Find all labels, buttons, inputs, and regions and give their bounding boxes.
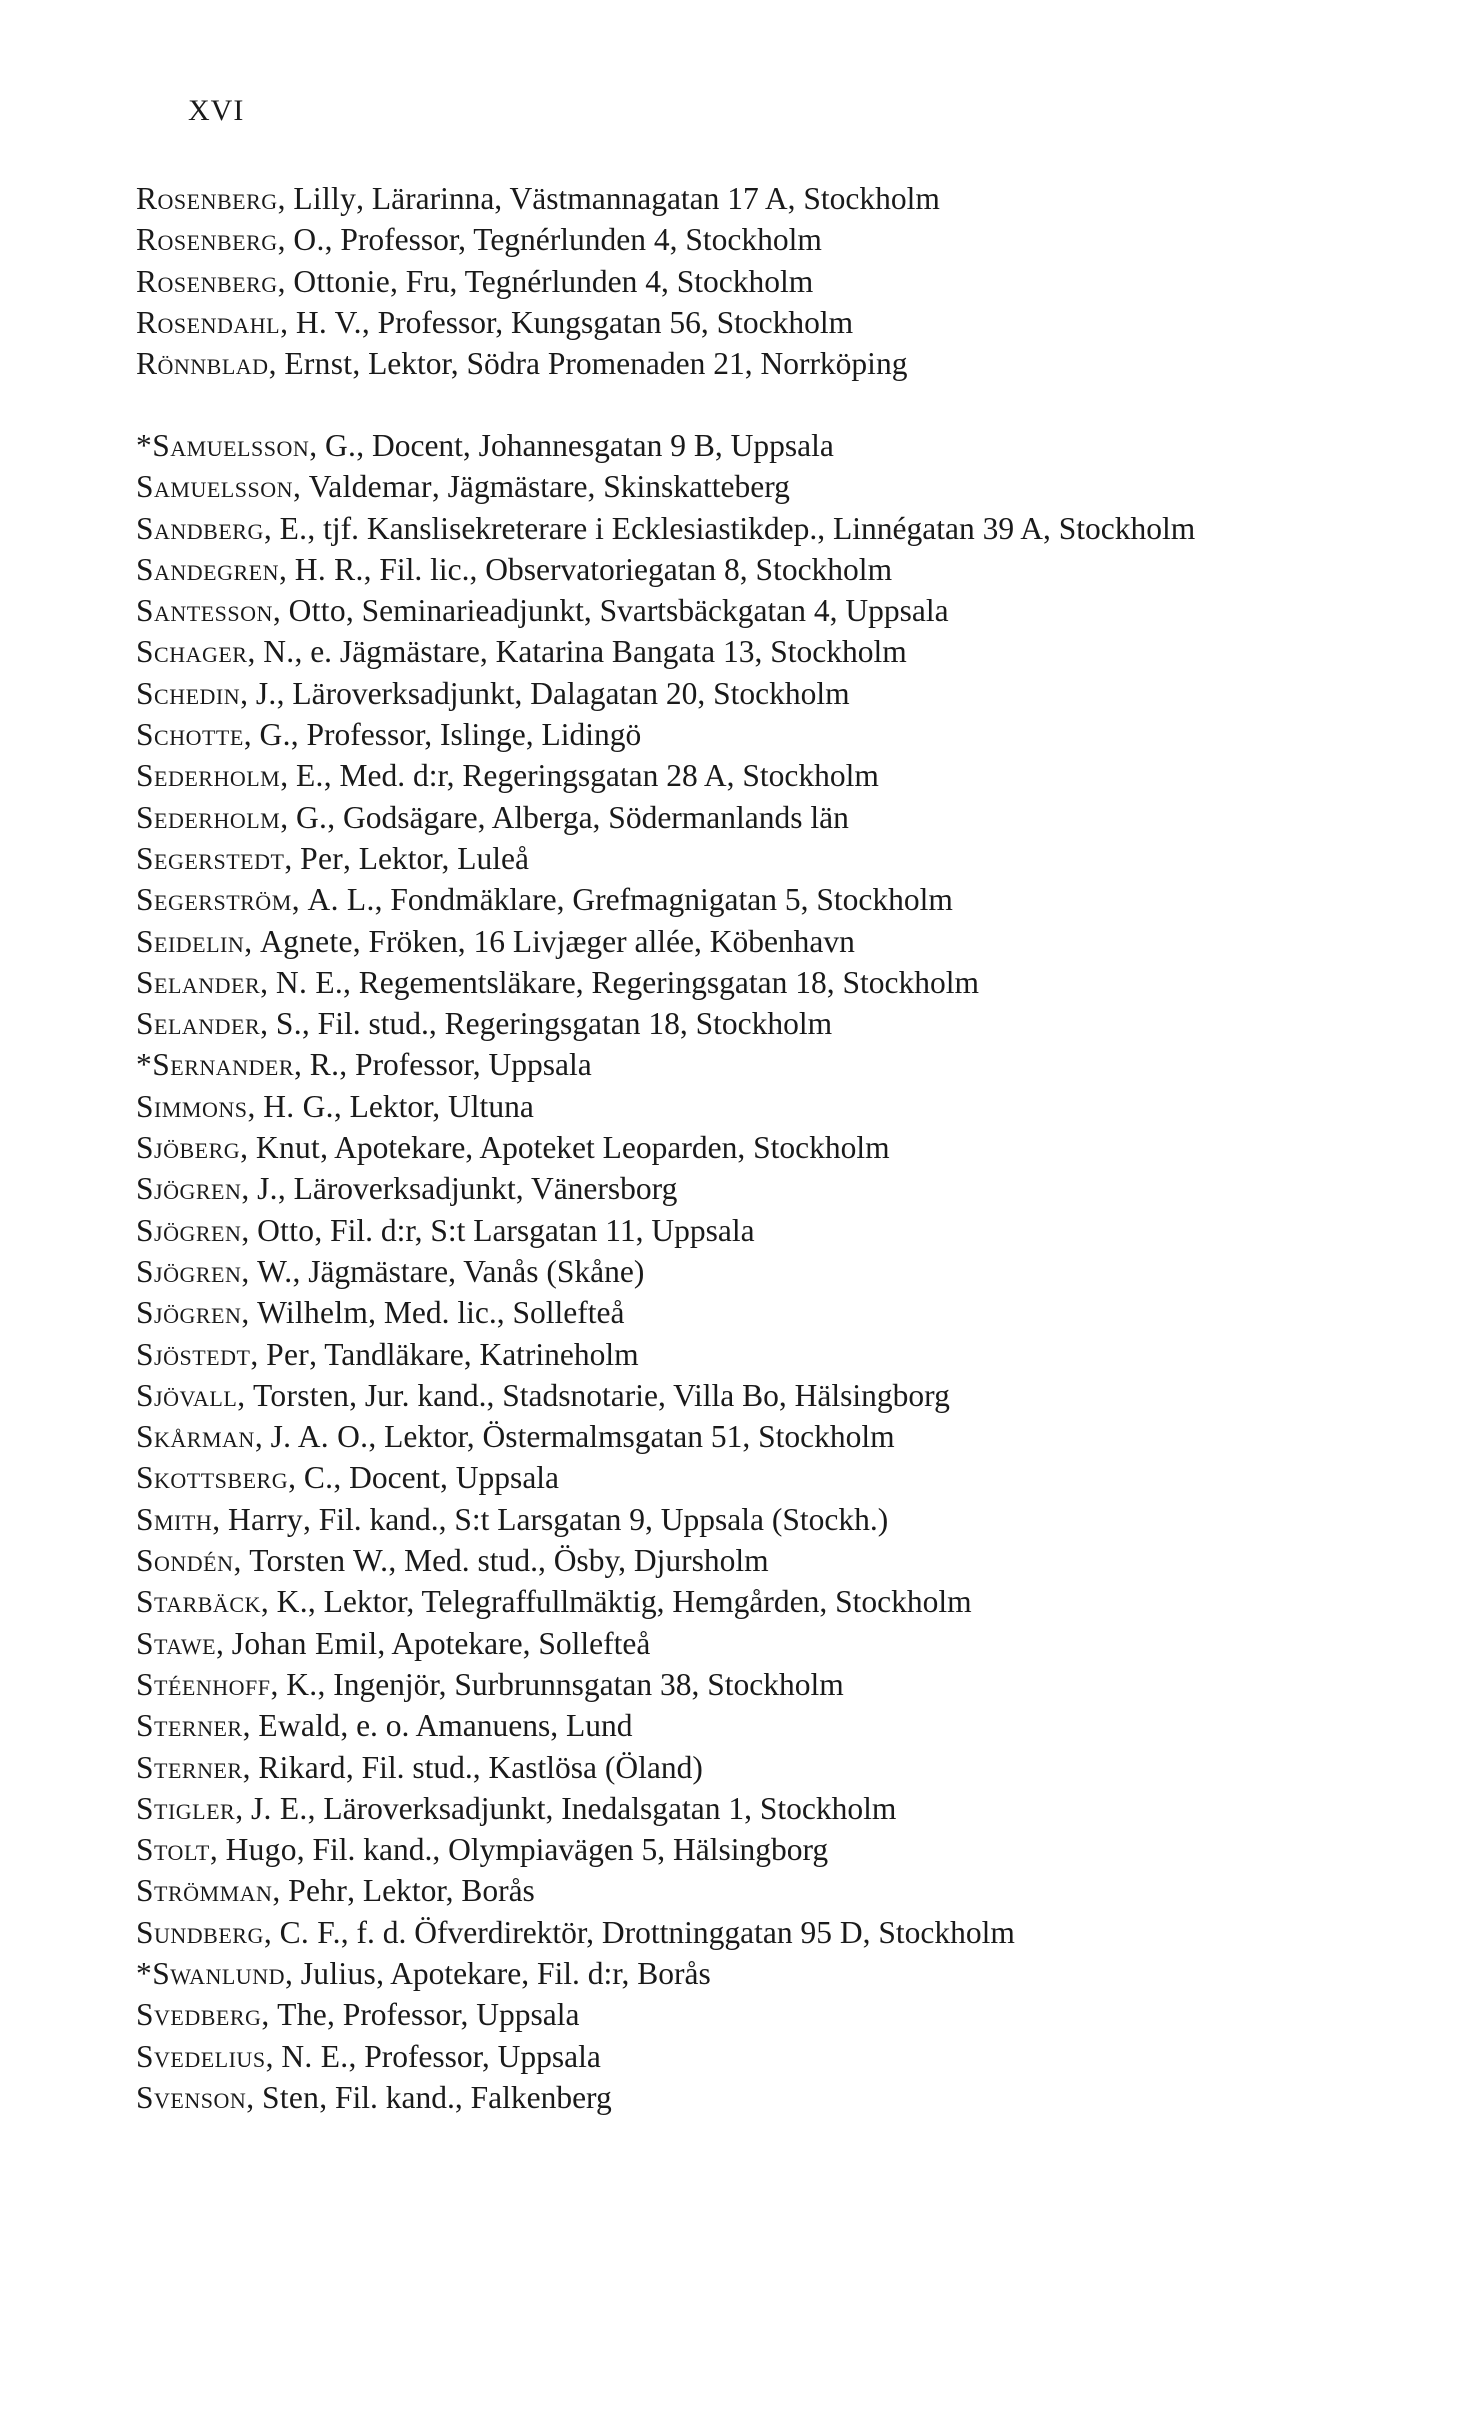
- member-entry: Sjövall, Torsten, Jur. kand., Stadsnotarie, Villa Bo, Hälsingborg: [136, 1377, 950, 1413]
- member-surname: Sederholm: [136, 799, 281, 835]
- member-given-name: K.: [276, 1584, 308, 1620]
- member-entry: Sterner, Ewald, e. o. Amanuens, Lund: [136, 1708, 633, 1744]
- member-surname: Svedelius: [136, 2038, 266, 2074]
- member-details: , Professor, Islinge, Lidingö: [290, 717, 642, 753]
- member-given-name: Julius: [300, 1955, 377, 1991]
- member-surname: Sjögren: [136, 1253, 242, 1289]
- member-surname: Rönnblad: [136, 346, 269, 382]
- member-entry: Selander, S., Fil. stud., Regeringsgatan 18, Stockholm: [136, 1006, 833, 1042]
- member-surname: Rosenberg: [136, 263, 278, 299]
- page-number: XVI: [188, 94, 245, 127]
- member-surname: Starbäck: [136, 1584, 261, 1620]
- member-given-name: N. E.: [275, 964, 344, 1000]
- member-entry: Rosenberg, O., Professor, Tegnérlunden 4, Stockholm: [136, 222, 822, 258]
- member-details: , Fil. kand., S:t Larsgatan 9, Uppsala (Stockh.): [302, 1501, 889, 1537]
- member-given-name: Torsten W.: [249, 1543, 389, 1579]
- member-surname: Sederholm: [136, 758, 281, 794]
- member-surname: Stolt: [136, 1832, 210, 1868]
- member-entry: *Samuelsson, G., Docent, Johannesgatan 9 B, Uppsala: [136, 428, 834, 463]
- member-entry: Rönnblad, Ernst, Lektor, Södra Promenaden 21, Norrköping: [136, 346, 908, 382]
- member-surname: Sjögren: [136, 1212, 242, 1248]
- member-entry: Selander, N. E., Regementsläkare, Regeringsgatan 18, Stockholm: [136, 964, 980, 1000]
- member-details: , tjf. Kanslisekreterare i Ecklesiastikdep., Linnégatan 39 A, Stockholm: [307, 510, 1196, 546]
- member-surname: Schedin: [136, 675, 241, 711]
- member-surname: Rosendahl: [136, 304, 281, 340]
- member-given-name: J.: [257, 1171, 278, 1207]
- member-given-name: G.: [295, 799, 328, 835]
- member-given-name: Per: [300, 840, 344, 876]
- member-surname: Sterner: [136, 1708, 243, 1744]
- member-given-name: A. L.: [307, 882, 375, 918]
- member-details: , Docent, Uppsala: [333, 1460, 560, 1496]
- member-given-name: R.: [309, 1047, 340, 1083]
- member-entry: Stigler, J. E., Läroverksadjunkt, Inedalsgatan 1, Stockholm: [136, 1790, 897, 1826]
- member-surname: *Sernander: [136, 1047, 295, 1083]
- member-given-name: G.: [324, 428, 357, 463]
- member-details: , Lektor, Borås: [347, 1873, 535, 1909]
- member-entry: Skottsberg, C., Docent, Uppsala: [136, 1460, 560, 1496]
- member-surname: Selander: [136, 964, 261, 1000]
- member-surname: Stéenhoff: [136, 1666, 271, 1702]
- member-entry: Seidelin, Agnete, Fröken, 16 Livjæger allée, Köbenhavn: [136, 923, 855, 959]
- member-given-name: N. E.: [281, 2038, 349, 2074]
- member-entry: Sjöstedt, Per, Tandläkare, Katrineholm: [136, 1336, 639, 1372]
- member-surname: Sjöberg: [136, 1130, 241, 1166]
- member-entry: Svedelius, N. E., Professor, Uppsala: [136, 2038, 601, 2074]
- member-given-name: K.: [286, 1666, 318, 1702]
- member-surname: Samuelsson: [136, 469, 293, 505]
- member-entry: Sandberg, E., tjf. Kanslisekreterare i Ecklesiastikdep., Linnégatan 39 A, Stockholm: [136, 510, 1196, 546]
- member-surname: Svenson: [136, 2079, 247, 2115]
- member-details: , Regementsläkare, Regeringsgatan 18, Stockholm: [343, 964, 980, 1000]
- member-details: , Med. stud., Ösby, Djursholm: [388, 1543, 769, 1579]
- member-details: , Seminarieadjunkt, Svartsbäckgatan 4, Uppsala: [345, 593, 949, 629]
- member-given-name: Hugo: [225, 1832, 297, 1868]
- member-entry: Samuelsson, Valdemar, Jägmästare, Skinskatteberg: [136, 469, 790, 505]
- member-entry: Sederholm, E., Med. d:r, Regeringsgatan 28 A, Stockholm: [136, 758, 879, 794]
- member-given-name: W.: [257, 1253, 293, 1289]
- member-surname: Skottsberg: [136, 1460, 289, 1496]
- member-given-name: Agnete: [260, 923, 353, 959]
- member-details: , Docent, Johannesgatan 9 B, Uppsala: [356, 428, 834, 463]
- member-details: , Med. lic., Sollefteå: [368, 1295, 625, 1331]
- member-details: , Lektor, Östermalmsgatan 51, Stockholm: [368, 1419, 895, 1455]
- member-details: , Professor, Uppsala: [339, 1047, 592, 1083]
- member-details: , Tandläkare, Katrineholm: [309, 1336, 639, 1372]
- member-entry: Strömman, Pehr, Lektor, Borås: [136, 1873, 535, 1909]
- member-details: , Fondmäklare, Grefmagnigatan 5, Stockholm: [374, 882, 953, 918]
- member-entry: Sterner, Rikard, Fil. stud., Kastlösa (Öland): [136, 1749, 703, 1785]
- member-given-name: Lilly: [293, 181, 357, 216]
- member-given-name: N.: [263, 634, 295, 670]
- member-details: , Lektor, Ultuna: [333, 1088, 534, 1124]
- member-surname: Schager: [136, 634, 248, 670]
- member-entry: Sjögren, Otto, Fil. d:r, S:t Larsgatan 11, Uppsala: [136, 1212, 755, 1248]
- member-surname: Rosenberg: [136, 181, 278, 216]
- member-entry: Stéenhoff, K., Ingenjör, Surbrunnsgatan 38, Stockholm: [136, 1666, 844, 1702]
- member-surname: Santesson: [136, 593, 273, 629]
- member-entry: Rosendahl, H. V., Professor, Kungsgatan 56, Stockholm: [136, 304, 854, 340]
- member-details: , Apotekare, Sollefteå: [377, 1625, 651, 1661]
- member-details: , Fil. kand., Falkenberg: [319, 2079, 612, 2115]
- member-details: , Fil. stud., Regeringsgatan 18, Stockholm: [301, 1006, 833, 1042]
- member-entry: Simmons, H. G., Lektor, Ultuna: [136, 1088, 534, 1124]
- member-entry: Sundberg, C. F., f. d. Öfverdirektör, Drottninggatan 95 D, Stockholm: [136, 1914, 1015, 1950]
- member-entry: Sjögren, J., Läroverksadjunkt, Vänersborg: [136, 1171, 678, 1207]
- member-details: , Ingenjör, Surbrunnsgatan 38, Stockholm: [317, 1666, 844, 1702]
- member-details: , Jägmästare, Skinskatteberg: [431, 469, 790, 505]
- member-details: , Fil. stud., Kastlösa (Öland): [345, 1749, 703, 1785]
- member-entry: Stawe, Johan Emil, Apotekare, Sollefteå: [136, 1625, 651, 1661]
- member-details: , Lärarinna, Västmannagatan 17 A, Stockholm: [356, 181, 940, 216]
- member-entry: *Sernander, R., Professor, Uppsala: [136, 1047, 592, 1083]
- member-details: , Jur. kand., Stadsnotarie, Villa Bo, Hälsingborg: [349, 1377, 950, 1413]
- member-details: , e. o. Amanuens, Lund: [340, 1708, 633, 1744]
- member-details: , Fru, Tegnérlunden 4, Stockholm: [389, 263, 814, 299]
- member-surname: Sondén: [136, 1543, 234, 1579]
- member-entry: Sjöberg, Knut, Apotekare, Apoteket Leoparden, Stockholm: [136, 1130, 890, 1166]
- member-surname: Smith: [136, 1501, 213, 1537]
- member-details: , Med. d:r, Regeringsgatan 28 A, Stockholm: [323, 758, 879, 794]
- member-entry: Schedin, J., Läroverksadjunkt, Dalagatan 20, Stockholm: [136, 675, 850, 711]
- member-given-name: Ernst: [284, 346, 353, 382]
- member-given-name: H. G.: [263, 1088, 334, 1124]
- member-entry: Smith, Harry, Fil. kand., S:t Larsgatan 9, Uppsala (Stockh.): [136, 1501, 889, 1537]
- member-surname: Segerström: [136, 882, 292, 918]
- member-given-name: E.: [279, 510, 308, 546]
- member-details: , Professor, Kungsgatan 56, Stockholm: [361, 304, 854, 340]
- member-given-name: Valdemar: [308, 469, 432, 505]
- member-details: , Apotekare, Fil. d:r, Borås: [376, 1955, 711, 1991]
- member-entry: Santesson, Otto, Seminarieadjunkt, Svartsbäckgatan 4, Uppsala: [136, 593, 949, 629]
- member-given-name: Torsten: [253, 1377, 350, 1413]
- member-entry: Schotte, G., Professor, Islinge, Lidingö: [136, 717, 642, 753]
- member-entry: Starbäck, K., Lektor, Telegraffullmäktig, Hemgården, Stockholm: [136, 1584, 972, 1620]
- member-surname: Seidelin: [136, 923, 245, 959]
- member-entry: Rosenberg, Ottonie, Fru, Tegnérlunden 4, Stockholm: [136, 263, 814, 299]
- member-entry: Skårman, J. A. O., Lektor, Östermalmsgatan 51, Stockholm: [136, 1419, 895, 1455]
- member-surname: Sjögren: [136, 1295, 242, 1331]
- member-details: , f. d. Öfverdirektör, Drottninggatan 95 D, Stockholm: [340, 1914, 1015, 1950]
- member-surname: Sjövall: [136, 1377, 238, 1413]
- member-given-name: H. V.: [295, 304, 362, 340]
- member-surname: Sjögren: [136, 1171, 242, 1207]
- member-surname: Simmons: [136, 1088, 248, 1124]
- member-surname: Schotte: [136, 717, 244, 753]
- member-entry: Sondén, Torsten W., Med. stud., Ösby, Djursholm: [136, 1543, 769, 1579]
- member-entry: Segerström, A. L., Fondmäklare, Grefmagnigatan 5, Stockholm: [136, 882, 953, 918]
- member-details: , Lektor, Södra Promenaden 21, Norrköping: [352, 346, 908, 382]
- member-given-name: H. R.: [294, 551, 364, 587]
- member-entry: Sjögren, Wilhelm, Med. lic., Sollefteå: [136, 1295, 625, 1331]
- member-details: , Fil. d:r, S:t Larsgatan 11, Uppsala: [314, 1212, 755, 1248]
- member-details: , Lektor, Luleå: [343, 840, 529, 876]
- member-given-name: C. F.: [279, 1914, 341, 1950]
- member-surname: Svedberg: [136, 1997, 262, 2033]
- member-details: , Läroverksadjunkt, Inedalsgatan 1, Stockholm: [307, 1790, 897, 1826]
- member-surname: Sterner: [136, 1749, 243, 1785]
- member-given-name: Harry: [227, 1501, 303, 1537]
- member-given-name: Johan Emil: [231, 1625, 378, 1661]
- member-surname: *Samuelsson: [136, 428, 310, 463]
- member-entry: Stolt, Hugo, Fil. kand., Olympiavägen 5, Hälsingborg: [136, 1832, 829, 1868]
- member-details: , Godsägare, Alberga, Södermanlands län: [327, 799, 849, 835]
- member-details: , Professor, Uppsala: [348, 2038, 601, 2074]
- member-list-bottom: [136, 425, 1456, 2118]
- member-given-name: Wilhelm: [257, 1295, 369, 1331]
- member-details: , Apotekare, Apoteket Leoparden, Stockholm: [320, 1130, 890, 1166]
- member-given-name: Pehr: [288, 1873, 348, 1909]
- member-surname: Sjöstedt: [136, 1336, 251, 1372]
- member-details: , Läroverksadjunkt, Vänersborg: [277, 1171, 678, 1207]
- member-details: , Professor, Tegnérlunden 4, Stockholm: [324, 222, 822, 258]
- member-details: , Professor, Uppsala: [327, 1997, 580, 2033]
- member-list-top: [136, 178, 1456, 384]
- member-given-name: J. A. O.: [270, 1419, 369, 1455]
- member-details: , Lektor, Telegraffullmäktig, Hemgården, Stockholm: [307, 1584, 972, 1620]
- member-surname: Skårman: [136, 1419, 255, 1455]
- member-entry: Segerstedt, Per, Lektor, Luleå: [136, 840, 529, 876]
- member-given-name: Otto: [288, 593, 346, 629]
- member-details: , Fil. kand., Olympiavägen 5, Hälsingborg: [296, 1832, 829, 1868]
- member-given-name: Per: [266, 1336, 310, 1372]
- member-entry: Rosenberg, Lilly, Lärarinna, Västmannagatan 17 A, Stockholm: [136, 181, 940, 216]
- member-given-name: S.: [275, 1006, 302, 1042]
- member-given-name: Rikard: [258, 1749, 346, 1785]
- member-given-name: J. E.: [250, 1790, 308, 1826]
- member-given-name: Otto: [257, 1212, 315, 1248]
- member-surname: Stigler: [136, 1790, 236, 1826]
- member-surname: Selander: [136, 1006, 261, 1042]
- member-given-name: C.: [303, 1460, 334, 1496]
- member-details: , e. Jägmästare, Katarina Bangata 13, Stockholm: [294, 634, 907, 670]
- member-given-name: Ewald: [258, 1708, 341, 1744]
- member-surname: Strömman: [136, 1873, 273, 1909]
- member-details: , Läroverksadjunkt, Dalagatan 20, Stockholm: [276, 675, 850, 711]
- member-given-name: Sten: [262, 2079, 320, 2115]
- member-entry: Svedberg, The, Professor, Uppsala: [136, 1997, 580, 2033]
- member-details: , Jägmästare, Vanås (Skåne): [292, 1253, 645, 1289]
- member-given-name: E.: [295, 758, 324, 794]
- member-surname: *Swanlund: [136, 1955, 285, 1991]
- member-given-name: The: [277, 1997, 328, 2033]
- member-details: , Fröken, 16 Livjæger allée, Köbenhavn: [352, 923, 855, 959]
- member-entry: Svenson, Sten, Fil. kand., Falkenberg: [136, 2079, 612, 2115]
- member-entry: *Swanlund, Julius, Apotekare, Fil. d:r, Borås: [136, 1955, 711, 1991]
- member-given-name: J.: [255, 675, 277, 711]
- member-surname: Sandberg: [136, 510, 264, 546]
- member-surname: Rosenberg: [136, 222, 278, 258]
- member-entry: Sjögren, W., Jägmästare, Vanås (Skåne): [136, 1253, 645, 1289]
- member-entry: Schager, N., e. Jägmästare, Katarina Bangata 13, Stockholm: [136, 634, 907, 670]
- member-given-name: Knut: [255, 1130, 321, 1166]
- member-surname: Stawe: [136, 1625, 217, 1661]
- member-surname: Sandegren: [136, 551, 280, 587]
- member-details: , Fil. lic., Observatoriegatan 8, Stockholm: [363, 551, 893, 587]
- member-given-name: Ottonie: [293, 263, 390, 299]
- member-entry: Sandegren, H. R., Fil. lic., Observatoriegatan 8, Stockholm: [136, 551, 893, 587]
- member-entry: Sederholm, G., Godsägare, Alberga, Södermanlands län: [136, 799, 849, 835]
- member-surname: Sundberg: [136, 1914, 264, 1950]
- member-given-name: G.: [259, 717, 291, 753]
- member-given-name: O.: [293, 222, 325, 258]
- member-surname: Segerstedt: [136, 840, 285, 876]
